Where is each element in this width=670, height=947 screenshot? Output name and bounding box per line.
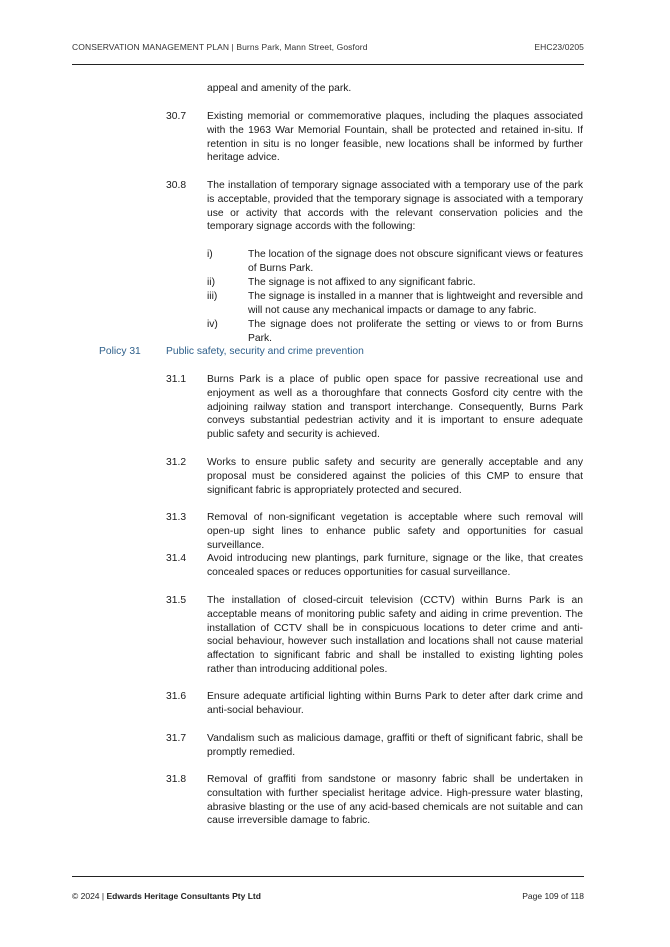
clause-text: Works to ensure public safety and security are generally acceptable and any proposal must be considered against the policies of this CMP to ensure that significant fabric is appropriately protected and secured. — [207, 457, 583, 496]
clause-text: The installation of closed-circuit television (CCTV) within Burns Park is an acceptable means of monitoring public safety and aiding in crime prevention. The installation of CCTV shall be in conspicuous locations to deter crime and anti-social behaviour, however such installation and locations shall not cause material affectation to significant fabric and shall be installed to existing lighting poles rather than introducing additional poles. — [207, 595, 583, 675]
sub-item-number: iv) — [207, 319, 218, 330]
clause-number: 31.3 — [166, 512, 187, 523]
clause-number: 31.1 — [166, 374, 187, 385]
footer-copyright: © 2024 | — [72, 891, 105, 901]
header-title: CONSERVATION MANAGEMENT PLAN | Burns Park, Mann Street, Gosford — [72, 42, 368, 52]
clause-number: 31.8 — [166, 774, 187, 785]
clause-text: Ensure adequate artificial lighting within Burns Park to deter after dark crime and anti-social behaviour. — [207, 691, 583, 716]
clause-number: 31.4 — [166, 553, 187, 564]
clause-number: 31.2 — [166, 457, 187, 468]
sub-item-text: The signage does not proliferate the setting or views to or from Burns Park. — [248, 319, 583, 344]
clause-text: Burns Park is a place of public open space for passive recreational use and enjoyment as well as a thoroughfare that connects Gosford city centre with the adjoining railway station and transport interchange. Consequently, Burns Park conveys substantial pedestrian activity and it is important to ensure adequate public safety and security is achieved. — [207, 374, 583, 441]
page-number: Page 109 of 118 — [522, 891, 584, 901]
sub-item-text: The signage is installed in a manner that is lightweight and reversible and will not cause any mechanical impacts or damage to any fabric. — [248, 291, 583, 316]
policy-number: Policy 31 — [99, 346, 141, 357]
clause-number: 31.5 — [166, 595, 187, 606]
sub-item-number: i) — [207, 249, 213, 260]
policy-title: Public safety, security and crime prevention — [166, 346, 364, 357]
header-doc-ref: EHC23/0205 — [534, 42, 584, 52]
clause-text: Removal of non-significant vegetation is acceptable where such removal will open-up sight lines to enhance public safety and opportunities for casual surveillance. — [207, 512, 583, 551]
clause-number: 31.7 — [166, 733, 187, 744]
footer-company: Edwards Heritage Consultants Pty Ltd — [106, 891, 261, 901]
clause-text: Avoid introducing new plantings, park furniture, signage or the like, that creates concealed spaces or reduces opportunities for casual surveillance. — [207, 553, 583, 578]
clause-text: Removal of graffiti from sandstone or masonry fabric shall be undertaken in consultation with further specialist heritage advice. High-pressure water blasting, abrasive blasting or the use of any acid-based chemicals are not suitable and can cause irreversible damage to fabric. — [207, 774, 583, 827]
footer-divider — [72, 876, 584, 877]
clause-number: 30.8 — [166, 180, 187, 191]
header-divider — [72, 64, 584, 65]
clause-text: Vandalism such as malicious damage, graffiti or theft of significant fabric, shall be promptly remedied. — [207, 733, 583, 758]
sub-item-text: The location of the signage does not obscure significant views or features of Burns Park. — [248, 249, 583, 274]
clause-number: 30.7 — [166, 111, 187, 122]
footer-credit — [72, 891, 261, 901]
sub-item-number: ii) — [207, 277, 216, 288]
clause-text: Existing memorial or commemorative plaques, including the plaques associated with the 1963 War Memorial Fountain, shall be protected and retained in-situ. If retention in situ is no longer feasible, new locations shall be informed by further heritage advice. — [207, 111, 583, 164]
clause-text: The installation of temporary signage associated with a temporary use of the park is acceptable, provided that the temporary signage is associated with a temporary use or activity that accords with the relevant conservation policies and the temporary signage accords with the following: — [207, 180, 583, 233]
sub-item-number: iii) — [207, 291, 218, 302]
clause-number: 31.6 — [166, 691, 187, 702]
continuation-paragraph: appeal and amenity of the park. — [207, 83, 352, 94]
sub-item-text: The signage is not affixed to any significant fabric. — [248, 277, 476, 288]
